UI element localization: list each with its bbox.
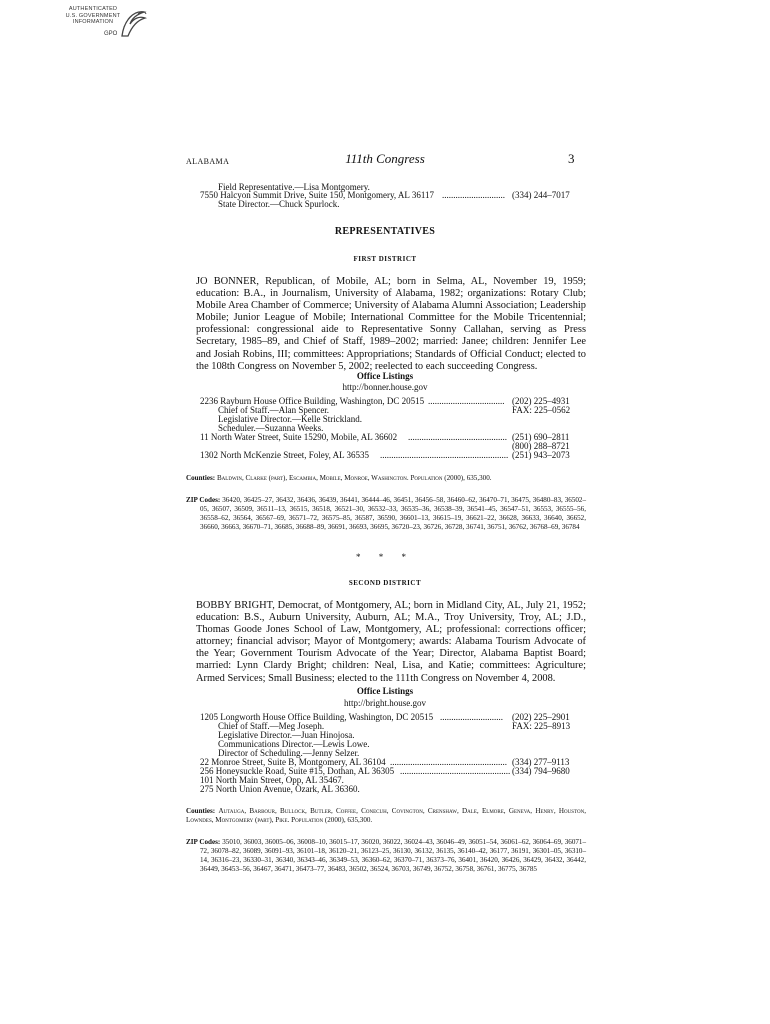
counties-text: Baldwin, Clarke (part), Escambia, Mobile, Monroe, Washington. Population (2000), 635,300.: [216, 474, 492, 482]
dot-leader: ............................: [442, 190, 505, 200]
zip-codes: [186, 496, 586, 532]
zip-list: 36420, 36425–27, 36432, 36436, 36439, 36441, 36444–46, 36451, 36456–58, 36460–62, 36470–71, 36475, 36480–83, 36502–05, 36507, 36509, 36511–13, 36515, 36518, 36521–30, 36532–33, 36535–36, 36538–39, 36541–45, 36547–51, 36553, 36555–56, 36558–62, 36564, 36567–69, 36571–72, 36575–85, 36587, 36590, 36601–13, 36615–19, 36621–22, 36628, 36633, 36640, 36652, 36660, 36663, 36670–71, 36685, 36688–89, 36691, 36693, 36695, 36720–23, 36726, 36728, 36741, 36751, 36762, 36768–69, 36784: [200, 496, 586, 531]
seal-line-1: AUTHENTICATED: [68, 6, 118, 12]
office-address: 7550 Halcyon Summit Drive, Suite 150, Montgomery, AL 36117: [200, 190, 434, 200]
gpo-authentication-seal: [62, 6, 146, 46]
office-address: 256 Honeysuckle Road, Suite #15, Dothan, AL 36305: [200, 766, 395, 776]
phone-number: (334) 277–9113: [512, 757, 570, 767]
seal-line-3: INFORMATION: [72, 19, 114, 25]
phone-number: (251) 943–2073: [512, 450, 570, 460]
office-address: 101 North Main Street, Opp, AL 35467.: [200, 775, 344, 785]
staff-line: Field Representative.—Lisa Montgomery.: [218, 182, 370, 192]
fax-number: FAX: 225–0562: [512, 405, 571, 415]
counties-line: [186, 474, 586, 483]
office-address: 2236 Rayburn House Office Building, Washington, DC 20515: [200, 396, 425, 406]
seal-gpo: GPO: [104, 31, 118, 37]
office-listings-heading: Office Listings: [356, 686, 414, 696]
member-website: http://bonner.house.gov: [342, 382, 428, 392]
office-address: 1205 Longworth House Office Building, Washington, DC 20515: [200, 712, 434, 722]
phone-number: (334) 794–9680: [512, 766, 570, 776]
phone-number: (202) 225–2901: [512, 712, 570, 722]
page-number: 3: [568, 151, 575, 166]
section-title: REPRESENTATIVES: [334, 226, 436, 237]
counties-text: Autauga, Barbour, Bullock, Butler, Coffee, Conecuh, Covington, Crenshaw, Dale, Elmore, Geneva, Henry, Houston, Lowndes, Montgomery (part), Pike. Population (2000), 635,300.: [186, 807, 586, 824]
dot-leader: ............................: [440, 712, 503, 722]
section-separator: * * *: [356, 552, 414, 562]
office-address: 11 North Water Street, Suite 15290, Mobile, AL 36602: [200, 432, 398, 442]
dot-leader: ............................................: [408, 432, 507, 442]
member-biography: JO BONNER, Republican, of Mobile, AL; born in Selma, AL, November 19, 1959; education: B.A., in Journalism, University of Alabama, 1982; organizations: Rotary Club; Mobile Area Chamber of Commerce; University of Alabama Alumni Association; Leadership Mobile; Junior League of Mobile; International Committee for the Mobile Tricentennial; professional: congressional aide to Representative Sonny Callahan, serving as Press Secretary, 1985–89, and Chief of Staff, 1989–2002; married: Janee; children: Jennifer Lee and Josiah Robins, III; committees: Appropriations; Standards of Official Conduct; elected to the 108th Congress on November 5, 2002; reelected to each succeeding Congress.: [196, 276, 586, 372]
seal-line-2: U.S. GOVERNMENT: [65, 12, 121, 19]
staff-line: Legislative Director.—Juan Hinojosa.: [218, 730, 355, 740]
phone-number: (202) 225–4931: [512, 396, 570, 406]
member-biography: BOBBY BRIGHT, Democrat, of Montgomery, AL; born in Midland City, AL, July 21, 1952; education: B.S., Auburn University, Auburn, AL; M.A., Troy University, Troy, AL; J.D., Thomas Goode Jones School of Law, Montgomery, AL; professional: corrections officer; attorney; financial advisor; Mayor of Montgomery; awards: Alabama Tourism Advocate of the Year; Government Tourism Advocate of the Year; Director, Alabama Baptist Board; married: Lynn Clardy Bright; children: Neal, Lisa, and Katie; committees: Agriculture; Armed Services; Small Business; elected to the 111th Congress on November 4, 2008.: [196, 600, 586, 684]
phone-number: (251) 690–2811: [512, 432, 570, 442]
zip-label: ZIP Codes:: [186, 496, 221, 504]
counties-line: [186, 807, 586, 825]
zip-list: 35010, 36003, 36005–06, 36008–10, 36015–17, 36020, 36022, 36024–43, 36046–49, 36051–54, 36061–62, 36064–69, 36071–72, 36078–82, 36089, 36091–93, 36101–18, 36120–21, 36123–25, 36130, 36132, 36135, 36140–42, 36177, 36191, 36301–05, 36310–14, 36316–23, 36330–31, 36340, 36343–46, 36349–53, 36360–62, 36370–71, 36373–76, 36401, 36420, 36426, 36429, 36432, 36442, 36449, 36453–56, 36467, 36471, 36473–77, 36483, 36502, 36524, 36703, 36749, 36752, 36758, 36761, 36775, 36785: [200, 838, 587, 873]
dot-leader: ..................................: [428, 396, 505, 406]
dot-leader: .................................................: [400, 766, 511, 776]
district-heading: SECOND DISTRICT: [348, 579, 422, 587]
office-address: 1302 North McKenzie Street, Foley, AL 36535: [200, 450, 370, 460]
office-listings-heading: Office Listings: [356, 371, 414, 381]
eagle-icon: [118, 6, 148, 44]
staff-line: Chief of Staff.—Meg Joseph.: [218, 721, 325, 731]
staff-line: Scheduler.—Suzanna Weeks.: [218, 423, 324, 433]
zip-codes: [186, 838, 586, 874]
counties-label: Counties:: [186, 807, 216, 815]
phone-number: (334) 244–7017: [512, 190, 570, 200]
district-heading: FIRST DISTRICT: [353, 255, 417, 263]
staff-line: Chief of Staff.—Alan Spencer.: [218, 405, 330, 415]
office-address: 22 Monroe Street, Suite B, Montgomery, AL 36104: [200, 757, 386, 767]
staff-line: Director of Scheduling.—Jenny Selzer.: [218, 748, 360, 758]
running-head-state: ALABAMA: [186, 157, 230, 166]
fax-number: FAX: 225–8913: [512, 721, 571, 731]
staff-line: Communications Director.—Lewis Lowe.: [218, 739, 370, 749]
counties-label: Counties:: [186, 474, 216, 482]
staff-line: Legislative Director.—Kelle Strickland.: [218, 414, 362, 424]
staff-line: State Director.—Chuck Spurlock.: [218, 199, 340, 209]
member-website: http://bright.house.gov: [344, 698, 426, 708]
office-address: 275 North Union Avenue, Ozark, AL 36360.: [200, 784, 360, 794]
dot-leader: .........................................................: [380, 450, 509, 460]
dot-leader: ....................................................: [390, 757, 507, 767]
running-head-title: 111th Congress: [345, 151, 425, 166]
phone-number: (800) 288–8721: [512, 441, 570, 451]
zip-label: ZIP Codes:: [186, 838, 221, 846]
